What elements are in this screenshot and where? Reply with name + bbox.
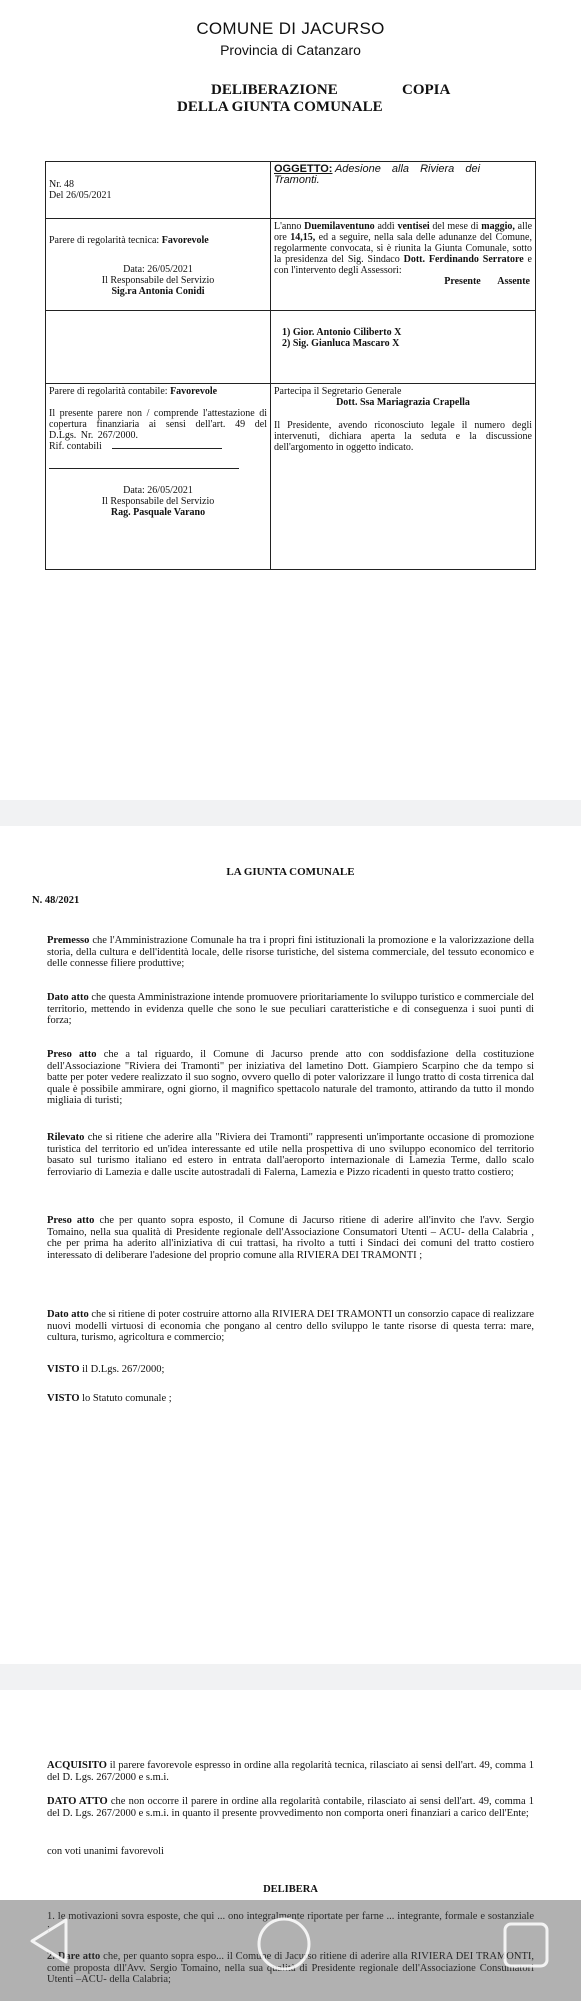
mese-text: del mese di [432, 221, 479, 232]
parere-tecnica-cell [46, 219, 271, 311]
preso-atto-bold: Preso atto [47, 1049, 97, 1060]
dato-atto-text: che questa Amministrazione intende promuovere prioritariamente lo sviluppo turistico e commerciale del territorio, mettendo in evidenza quelle che sono le sue peculiari caratteristiche e di conseguenza i suoi punti di forza; [47, 992, 534, 1026]
intervento-text: e con l'intervento degli Assessori: [274, 254, 532, 276]
rif-line [112, 448, 222, 449]
item-2-bold: 2. Dare atto [47, 1951, 101, 1962]
dato-atto-3-paragraph [47, 1796, 534, 1819]
dato-atto-paragraph [47, 992, 534, 1027]
premesso-paragraph [47, 935, 534, 970]
visto-2-bold: VISTO [47, 1393, 80, 1404]
assessore-2: 2) Sig. Gianluca Mascaro X [282, 338, 400, 349]
page-gap-2 [0, 1664, 581, 1690]
visto-2-text: lo Statuto comunale ; [82, 1393, 172, 1404]
nome2: Rag. Pasquale Varano [110, 507, 206, 518]
presente-header: Presente [444, 276, 481, 287]
segretario-label: Partecipa il Segretario Generale [274, 386, 402, 397]
empty-cell [46, 311, 271, 384]
dato-atto-2-text: che si ritiene di poter costruire attorno alla RIVIERA DEI TRAMONTI un consorzio capace di realizzare nuovi modelli virtuosi di economia che pongano al centro dello sviluppo le tante risorse di questa terra: mare, cultura, turismo, agricoltura e commercio; [47, 1309, 535, 1343]
premesso-text: che l'Amministrazione Comunale ha tra i propri fini istituzionali la promozione e la valorizzazione della storia, della cultura e dell'identità locale, delle risorse turistiche, del sistema commerciale, del tessuto economico e delle connesse filiere produttive; [47, 935, 535, 969]
rilevato-bold: Rilevato [47, 1132, 85, 1143]
nome1: Sig.ra Antonia Conidi [111, 286, 205, 297]
segretario-cell [271, 384, 536, 570]
dato-atto-3-text: che non occorre il parere in ordine alla regolarità contabile, rilasciato ai sensi dell'art. 49, comma 1 del D. Lgs. 267/2000 e s.m.i. in quanto il presente provvedimento non comporta oneri finanziari a carico dell'Ente; [47, 1796, 535, 1819]
item-2-text: che, per quanto sopra espo... il Comune di Jacurso ritiene di aderire alla RIVIERA DEI TRAMONTI, come proposta dll'Avv. Sergio Tomaino, nella sua qualità di Presidente regionale dell'Associazione Consumatori Utenti –ACU- della Calabria; [47, 1951, 535, 1985]
seduta-cell [271, 219, 536, 311]
anno-text: L'anno [274, 221, 302, 232]
separator-line [49, 468, 239, 469]
preso-atto-text: che a tal riguardo, il Comune di Jacurso prende atto con soddisfazione della costituzione dell'Associazione "Riviera dei Tramonti" per iniziativa del lametino Dott. Giampiero Scarpino che da tempo si batte per poter vedere realizzato il suo sogno, ovvero quello di poter valorizzare il lungo tratto di costa tirrenica dal quale è possibile ammirare, ogni giorno, il magnifico spettacolo naturale del tramonto, attirando da tutto il mondo migliaia di turisti; [47, 1049, 535, 1106]
presente-parere-text: Il presente parere non / comprende l'attestazione di copertura finanziaria ai sensi dell'art. 49 del D.Lgs. Nr. 267/2000. [49, 408, 267, 441]
copia-label: COPIA [402, 82, 451, 98]
visto-1 [47, 1364, 534, 1376]
ore-text: alle ore [274, 221, 533, 243]
presidente-text: Il Presidente, avendo riconosciuto legale il numero degli intervenuti, dichiara aperta la seduta e la discussione dell'argomento in oggetto indicato. [274, 420, 532, 453]
document-page-1 [0, 0, 581, 800]
preso-atto-paragraph [47, 1049, 534, 1107]
deliberazione-heading: DELIBERAZIONE [211, 82, 338, 98]
premesso-bold: Premesso [47, 935, 90, 946]
delibera-item-1: 1. le motivazioni sovra esposte, che qui ... ono integralmente riportate per farne ... integrante, formale e sostanziale ; [47, 1911, 534, 1934]
dato-atto-2-paragraph [47, 1309, 534, 1344]
rilevato-paragraph [47, 1132, 534, 1178]
header-table [45, 161, 536, 570]
favorevole-label: Favorevole [161, 235, 209, 246]
addi-text: addì [377, 221, 395, 232]
oggetto-label: OGGETTO: [274, 163, 333, 175]
giorno-value: ventisei [397, 221, 430, 232]
parere-contabile-cell [46, 384, 271, 570]
oggetto-text: Adesione alla Riviera dei Tramonti. [274, 163, 481, 186]
anno-value: Duemilaventuno [304, 221, 375, 232]
assessore-1: 1) Gior. Antonio Ciliberto X [282, 327, 402, 338]
favorevole2-label: Favorevole [170, 386, 218, 397]
sindaco-name: Dott. Ferdinando Serratore [403, 254, 524, 265]
voti-line: con voti unanimi favorevoli [47, 1846, 164, 1857]
convocazione-text: ed a seguire, nella sala delle adunanze del Comune, regolarmente convocata, si è riunita la Giunta Comunale, sotto la presidenza del Sig. Sindaco [274, 232, 533, 265]
preso-atto-2-paragraph [47, 1215, 534, 1261]
giunta-title: LA GIUNTA COMUNALE [226, 866, 355, 878]
dato-atto-2-bold: Dato atto [47, 1309, 89, 1320]
preso-atto-2-text: che per quanto sopra esposto, il Comune di Jacurso ritiene di aderire all'invito che l'avv. Sergio Tomaino, nella sua qualità di Presidente regionale dell'Associazione Consumatori Utenti – ACU- della Calabria , che per prima ha aderito all'iniziativa di cui trattasi, ha rivolto a tutti i Sindaci dei comuni del tratto costiero interessato di deliberare l'adesione del proprio comune alla RIVIERA DEI TRAMONTI ; [47, 1215, 535, 1261]
visto-1-bold: VISTO [47, 1364, 80, 1375]
oggetto-cell [271, 162, 536, 219]
segretario-name: Dott. Ssa Mariagrazia Crapella [336, 397, 470, 408]
data1: Data: 26/05/2021 [123, 264, 193, 275]
parere-contabile-label: Parere di regolarità contabile: [49, 386, 168, 397]
assessori-cell [271, 311, 536, 384]
delibera-number: N. 48/2021 [32, 895, 80, 906]
ore-value: 14,15, [290, 232, 316, 243]
rif-label: Rif. contabili [49, 441, 102, 452]
home-circle-icon[interactable] [254, 1914, 314, 1974]
provincia-subtitle: Provincia di Catanzaro [220, 42, 361, 58]
dato-atto-3-bold: DATO ATTO [47, 1796, 108, 1807]
rif-contabili [49, 441, 267, 452]
assente-header: Assente [497, 276, 530, 287]
visto-2 [47, 1393, 534, 1405]
mese-value: maggio, [481, 221, 515, 232]
responsabile1: Il Responsabile del Servizio [101, 275, 215, 286]
recents-square-icon[interactable] [500, 1919, 552, 1971]
page-gap [0, 800, 581, 826]
parere-tecnica-label: Parere di regolarità tecnica: [49, 235, 160, 246]
dato-atto-bold: Dato atto [47, 992, 89, 1003]
responsabile2: Il Responsabile del Servizio [101, 496, 215, 507]
acquisito-paragraph [47, 1760, 534, 1783]
acquisito-bold: ACQUISITO [47, 1760, 107, 1771]
date-label: Del 26/05/2021 [49, 190, 112, 201]
back-triangle-icon[interactable] [28, 1916, 72, 1966]
data2: Data: 26/05/2021 [123, 485, 193, 496]
delibera-heading: DELIBERA [263, 1884, 318, 1895]
acquisito-text: il parere favorevole espresso in ordine alla regolarità tecnica, rilasciato ai sensi dell'art. 49, comma 1 del D. Lgs. 267/2000 e s.m.i. [47, 1760, 534, 1783]
comune-title: COMUNE DI JACURSO [196, 19, 385, 38]
rilevato-text: che si ritiene che aderire alla "Riviera dei Tramonti" rappresenti un'importante occasione di promozione turistica del territorio ed un'idea interessante ed utile nella prospettiva di uno sviluppo economico del territorio basato sul turismo italiano ed estero in entrata dall'aeroporto internazionale di Lamezia Terme, dallo scalo ferroviario di Lamezia e dalle uscite autostradali di Falerna, Lamezia e Pizzo ricadenti in questo tratto costiero; [47, 1132, 534, 1178]
number-cell [46, 162, 271, 219]
visto-1-text: il D.Lgs. 267/2000; [82, 1364, 165, 1375]
preso-atto-2-bold: Preso atto [47, 1215, 95, 1226]
giunta-heading: DELLA GIUNTA COMUNALE [177, 99, 383, 115]
nr-label: Nr. 48 [49, 179, 74, 190]
